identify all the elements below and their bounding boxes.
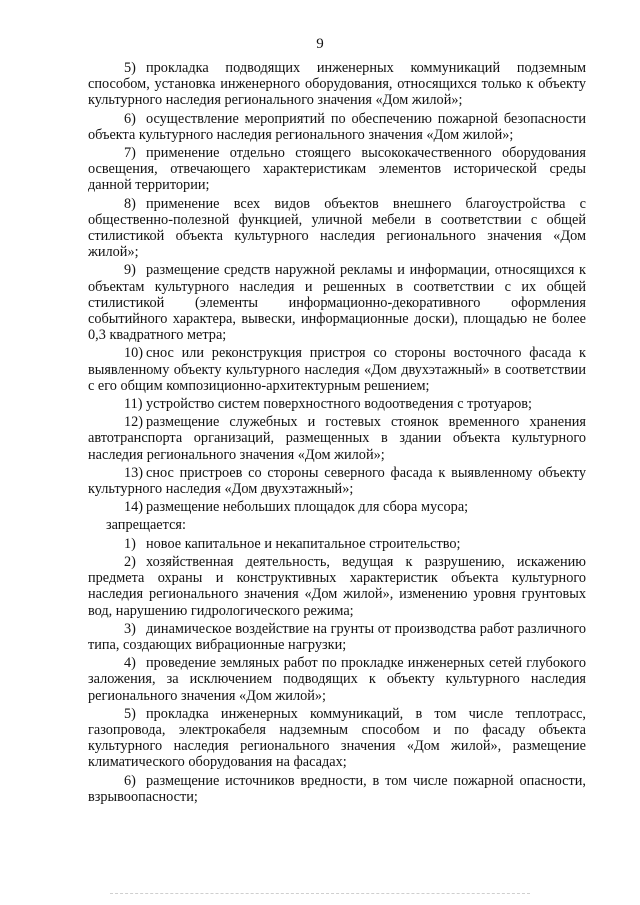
document-body [88,60,586,807]
item-number: 5) [124,705,136,722]
list-item [88,706,586,771]
list-item [88,345,586,394]
item-number: 6) [124,110,136,127]
item-number: 10) [124,345,144,362]
item-number: 4) [124,655,136,672]
item-number: 1) [124,535,136,552]
item-text: размещение служебных и гостевых стоянок временного хранения автотранспорта организаций, размещенных в здании объекта культурного наследия регионального значения «Дом жилой»; [88,414,586,463]
item-text: прокладка инженерных коммуникаций, в том числе теплотрасс, газопровода, электрокабеля надземным способом и по фасаду объекта культурного наследия регионального значения «Дом жилой», размещение климатического оборудования на фасадах; [88,705,586,771]
item-number: 12) [124,414,144,431]
list-item [88,554,586,619]
list-item [88,111,586,143]
item-number: 13) [124,464,144,481]
list-item [88,773,586,805]
list-item [88,396,586,412]
item-number: 8) [124,195,136,212]
list-item [88,499,586,515]
item-number: 5) [124,60,136,76]
list-item [88,196,586,261]
item-text: новое капитальное и некапитальное строительство; [146,535,461,552]
list-item [88,262,586,343]
item-number: 3) [124,620,136,637]
item-number: 6) [124,772,136,789]
scan-edge-divider [110,893,530,894]
item-text: размещение источников вредности, в том числе пожарной опасности, взрывоопасности; [88,772,586,805]
item-text: применение всех видов объектов внешнего благоустройства с общественно-полезной функцией, уличной мебели в соответствии с общей стилистикой объекта культурного наследия регионального значения «Дом жилой»; [88,195,586,261]
prohibited-heading: запрещается: [106,517,186,534]
item-number: 14) [124,499,144,516]
item-text: размещение небольших площадок для сбора мусора; [146,499,469,516]
item-text: прокладка подводящих инженерных коммуникаций подземным способом, установка инженерного оборудования, относящихся только к объекту культурного наследия регионального значения «Дом жилой»; [88,60,586,109]
item-number: 11) [124,396,143,413]
item-text: устройство систем поверхностного водоотведения с тротуаров; [146,396,533,413]
item-number: 9) [124,262,136,279]
page-number: 9 [316,36,324,52]
item-text: проведение земляных работ по прокладке инженерных сетей глубокого заложения, за исключением подводящих к объекту культурного наследия регионального значения «Дом жилой»; [88,655,586,704]
item-number: 2) [124,553,136,570]
item-text: снос или реконструкция пристроя со стороны восточного фасада к выявленному объекту культурного наследия «Дом двухэтажный» в соответствии с его общим композиционно-архитектурным решением; [88,345,586,394]
list-item [88,145,586,194]
item-text: применение отдельно стоящего высококачественного оборудования освещения, отвечающего характеристикам элементов исторической среды данной территории; [88,145,586,194]
item-text: динамическое воздействие на грунты от производства работ различного типа, создающих вибрационные нагрузки; [88,620,586,653]
item-text: хозяйственная деятельность, ведущая к разрушению, искажению предмета охраны и конструктивных характеристик объекта культурного наследия регионального значения «Дом жилой», изменению уровня грунтовых вод, нарушению гидрологического режима; [88,553,586,619]
list-item [88,621,586,653]
list-item [88,414,586,463]
item-text: осуществление мероприятий по обеспечению пожарной безопасности объекта культурного наследия регионального значения «Дом жилой»; [88,110,586,143]
item-number: 7) [124,145,136,162]
item-text: размещение средств наружной рекламы и информации, относящихся к объектам культурного наследия и решенных в соответствии с их общей стилистикой (элементы информационно-декоративного оформления событийного характера, вывески, информационные доски), площадью не более 0,3 квадратного метра; [88,262,586,344]
list-item [88,536,586,552]
list-item [88,655,586,704]
item-text: снос пристроев со стороны северного фасада к выявленному объекту культурного наследия «Дом двухэтажный»; [88,464,586,498]
list-item [88,465,586,497]
list-item [88,60,586,109]
